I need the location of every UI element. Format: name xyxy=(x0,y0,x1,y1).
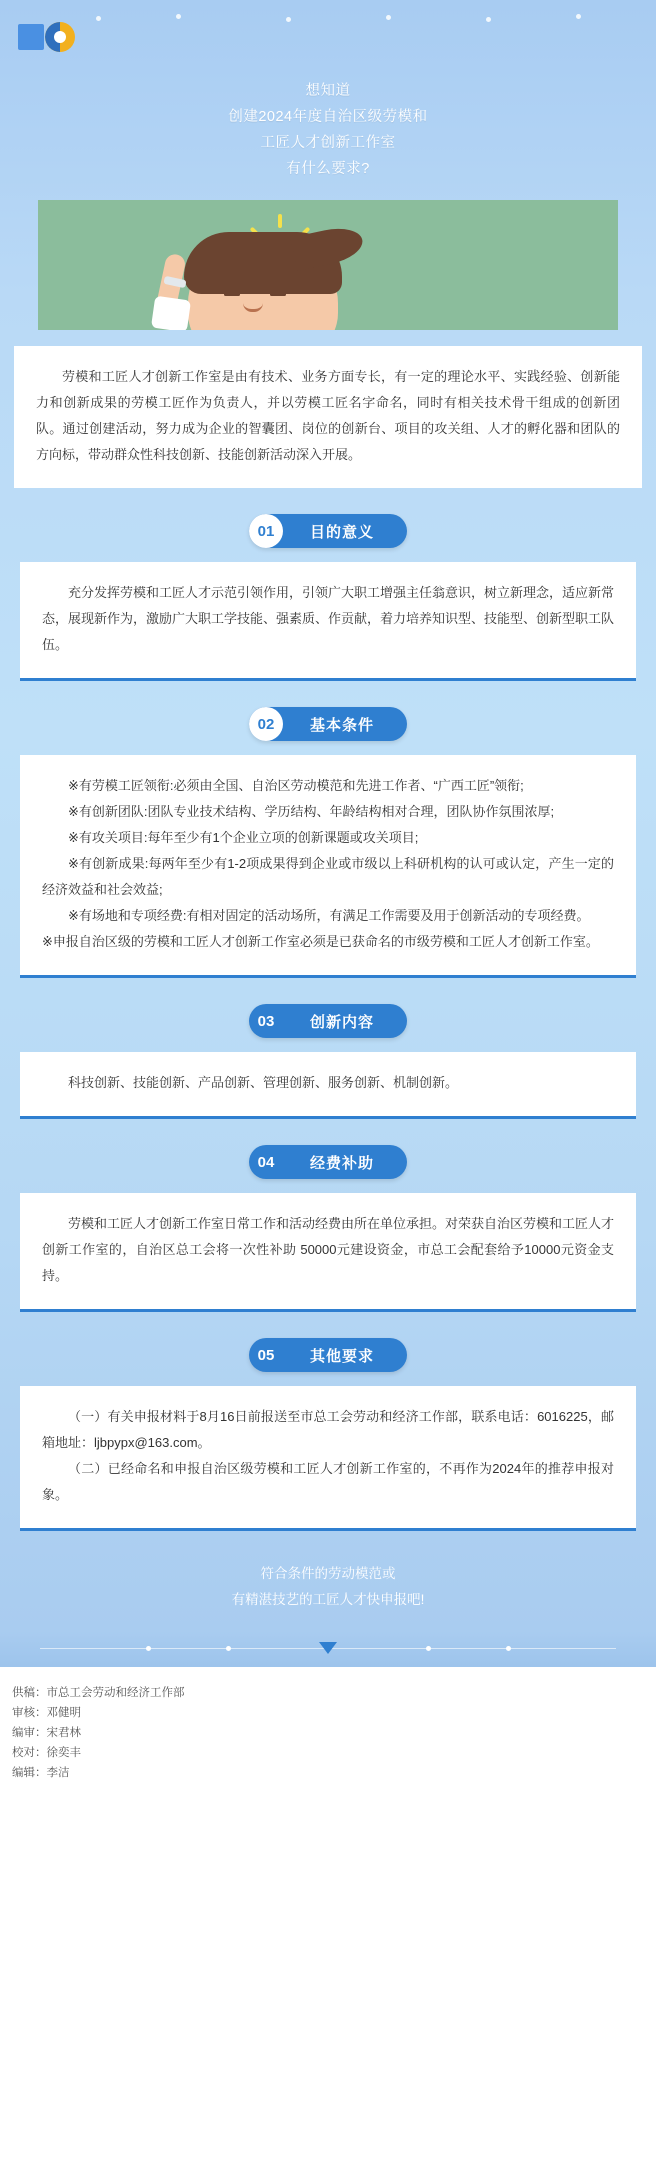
section-paragraph: ※申报自治区级的劳模和工匠人才创新工作室必须是已获命名的市级劳模和工匠人才创新工作室。 xyxy=(42,934,599,949)
section-paragraph: ※有场地和专项经费:有相对固定的活动场所，有满足工作需要及用于创新活动的专项经费。 xyxy=(68,908,590,923)
section-header-02 xyxy=(249,707,407,741)
person-eye-left-icon xyxy=(224,293,240,296)
title-line-2: 创建2024年度自治区级劳模和 xyxy=(228,109,428,125)
page-title xyxy=(0,78,656,182)
person-eye-right-icon xyxy=(270,293,286,296)
section-paragraph: ※有创新成果:每两年至少有1-2项成果得到企业或市级以上科研机构的认可或认定，产生一定的经济效益和社会效益; xyxy=(42,856,614,897)
section-number: 03 xyxy=(257,1012,275,1030)
intro-panel xyxy=(14,346,642,488)
section-header-03 xyxy=(249,1004,407,1038)
section-number: 01 xyxy=(249,514,283,548)
decor-dot xyxy=(146,1646,151,1651)
slogan-line-2: 有精湛技艺的工匠人才快申报吧! xyxy=(231,1592,425,1607)
section-paragraph: 劳模和工匠人才创新工作室日常工作和活动经费由所在单位承担。对荣获自治区劳模和工匠人才创新工作室的，自治区总工会将一次性补助 50000元建设资金，市总工会配套给予10000元资金支持。 xyxy=(42,1216,615,1283)
section-paragraph: ※有创新团队:团队专业技术结构、学历结构、年龄结构相对合理，团队协作氛围浓厚; xyxy=(68,804,555,819)
section-panel-02 xyxy=(20,755,636,978)
credit-line: 编审：宋君林 xyxy=(12,1727,81,1739)
shirt-sleeve-icon xyxy=(151,296,191,330)
section-panel-01 xyxy=(20,562,636,681)
section-header-01 xyxy=(249,514,407,548)
section-title: 基本条件 xyxy=(309,716,374,734)
credit-line: 编辑：李洁 xyxy=(12,1767,70,1779)
section-title: 经费补助 xyxy=(309,1154,374,1172)
top-decor-dots xyxy=(0,14,656,24)
section-paragraph: 科技创新、技能创新、产品创新、管理创新、服务创新、机制创新。 xyxy=(68,1075,459,1090)
section-paragraph: （一）有关申报材料于8月16日前报送至市总工会劳动和经济工作部，联系电话：6016225，邮箱地址：ljbpypx@163.com。 xyxy=(42,1409,614,1450)
section-title: 目的意义 xyxy=(309,523,374,541)
decor-dot xyxy=(506,1646,511,1651)
decor-dot xyxy=(286,17,291,22)
section-number: 02 xyxy=(249,707,283,741)
section-title: 其他要求 xyxy=(309,1347,374,1365)
credits-block xyxy=(0,1667,656,1807)
credit-line: 审核：邓健明 xyxy=(12,1707,81,1719)
section-title: 创新内容 xyxy=(309,1013,374,1031)
decor-dot xyxy=(386,15,391,20)
section-header-04 xyxy=(249,1145,407,1179)
section-number: 05 xyxy=(257,1346,275,1364)
section-panel-05 xyxy=(20,1386,636,1531)
closing-slogan xyxy=(0,1561,656,1613)
down-arrow-icon xyxy=(319,1642,337,1654)
logo-pie-icon xyxy=(45,22,75,52)
intro-text: 劳模和工匠人才创新工作室是由有技术、业务方面专长，有一定的理论水平、实践经验、创新能力和创新成果的劳模工匠作为负责人，并以劳模工匠名字命名，同时有相关技术骨干组成的创新团队。通过创建活动，努力成为企业的智囊团、岗位的创新台、项目的攻关组、人才的孵化器和团队的方向标，带动群众性科技创新、技能创新活动深入开展。 xyxy=(36,369,620,462)
decor-dot xyxy=(96,16,101,21)
title-line-3: 工匠人才创新工作室 xyxy=(260,135,396,151)
section-header-05 xyxy=(249,1338,407,1372)
section-panel-03 xyxy=(20,1052,636,1119)
title-line-1: 想知道 xyxy=(305,83,351,99)
title-line-4: 有什么要求? xyxy=(286,161,370,177)
section-paragraph: （二）已经命名和申报自治区级劳模和工匠人才创新工作室的，不再作为2024年的推荐申报对象。 xyxy=(42,1461,614,1502)
decor-dot xyxy=(226,1646,231,1651)
section-number: 04 xyxy=(257,1153,275,1171)
decor-dot xyxy=(576,14,581,19)
logo-square-icon xyxy=(18,24,44,50)
decor-dot xyxy=(426,1646,431,1651)
credit-line: 供稿：市总工会劳动和经济工作部 xyxy=(12,1687,185,1699)
slogan-line-1: 符合条件的劳动模范或 xyxy=(260,1566,396,1581)
decor-dot xyxy=(176,14,181,19)
section-panel-04 xyxy=(20,1193,636,1312)
section-paragraph: ※有劳模工匠领衔:必须由全国、自治区劳动模范和先进工作者、“广西工匠”领衔; xyxy=(68,778,524,793)
bottom-arrow-bar xyxy=(0,1631,656,1667)
credit-line: 校对：徐奕丰 xyxy=(12,1747,81,1759)
ray xyxy=(278,214,282,228)
decor-dot xyxy=(486,17,491,22)
square-pie-logo-icon xyxy=(18,22,80,52)
section-paragraph: ※有攻关项目:每年至少有1个企业立项的创新课题或攻关项目; xyxy=(68,830,419,845)
section-paragraph: 充分发挥劳模和工匠人才示范引领作用，引领广大职工增强主任翁意识，树立新理念，适应新常态，展现新作为，激励广大职工学技能、强素质、作贡献，着力培养知识型、技能型、创新型职工队伍。 xyxy=(42,585,615,652)
hero-illustration xyxy=(38,200,618,330)
